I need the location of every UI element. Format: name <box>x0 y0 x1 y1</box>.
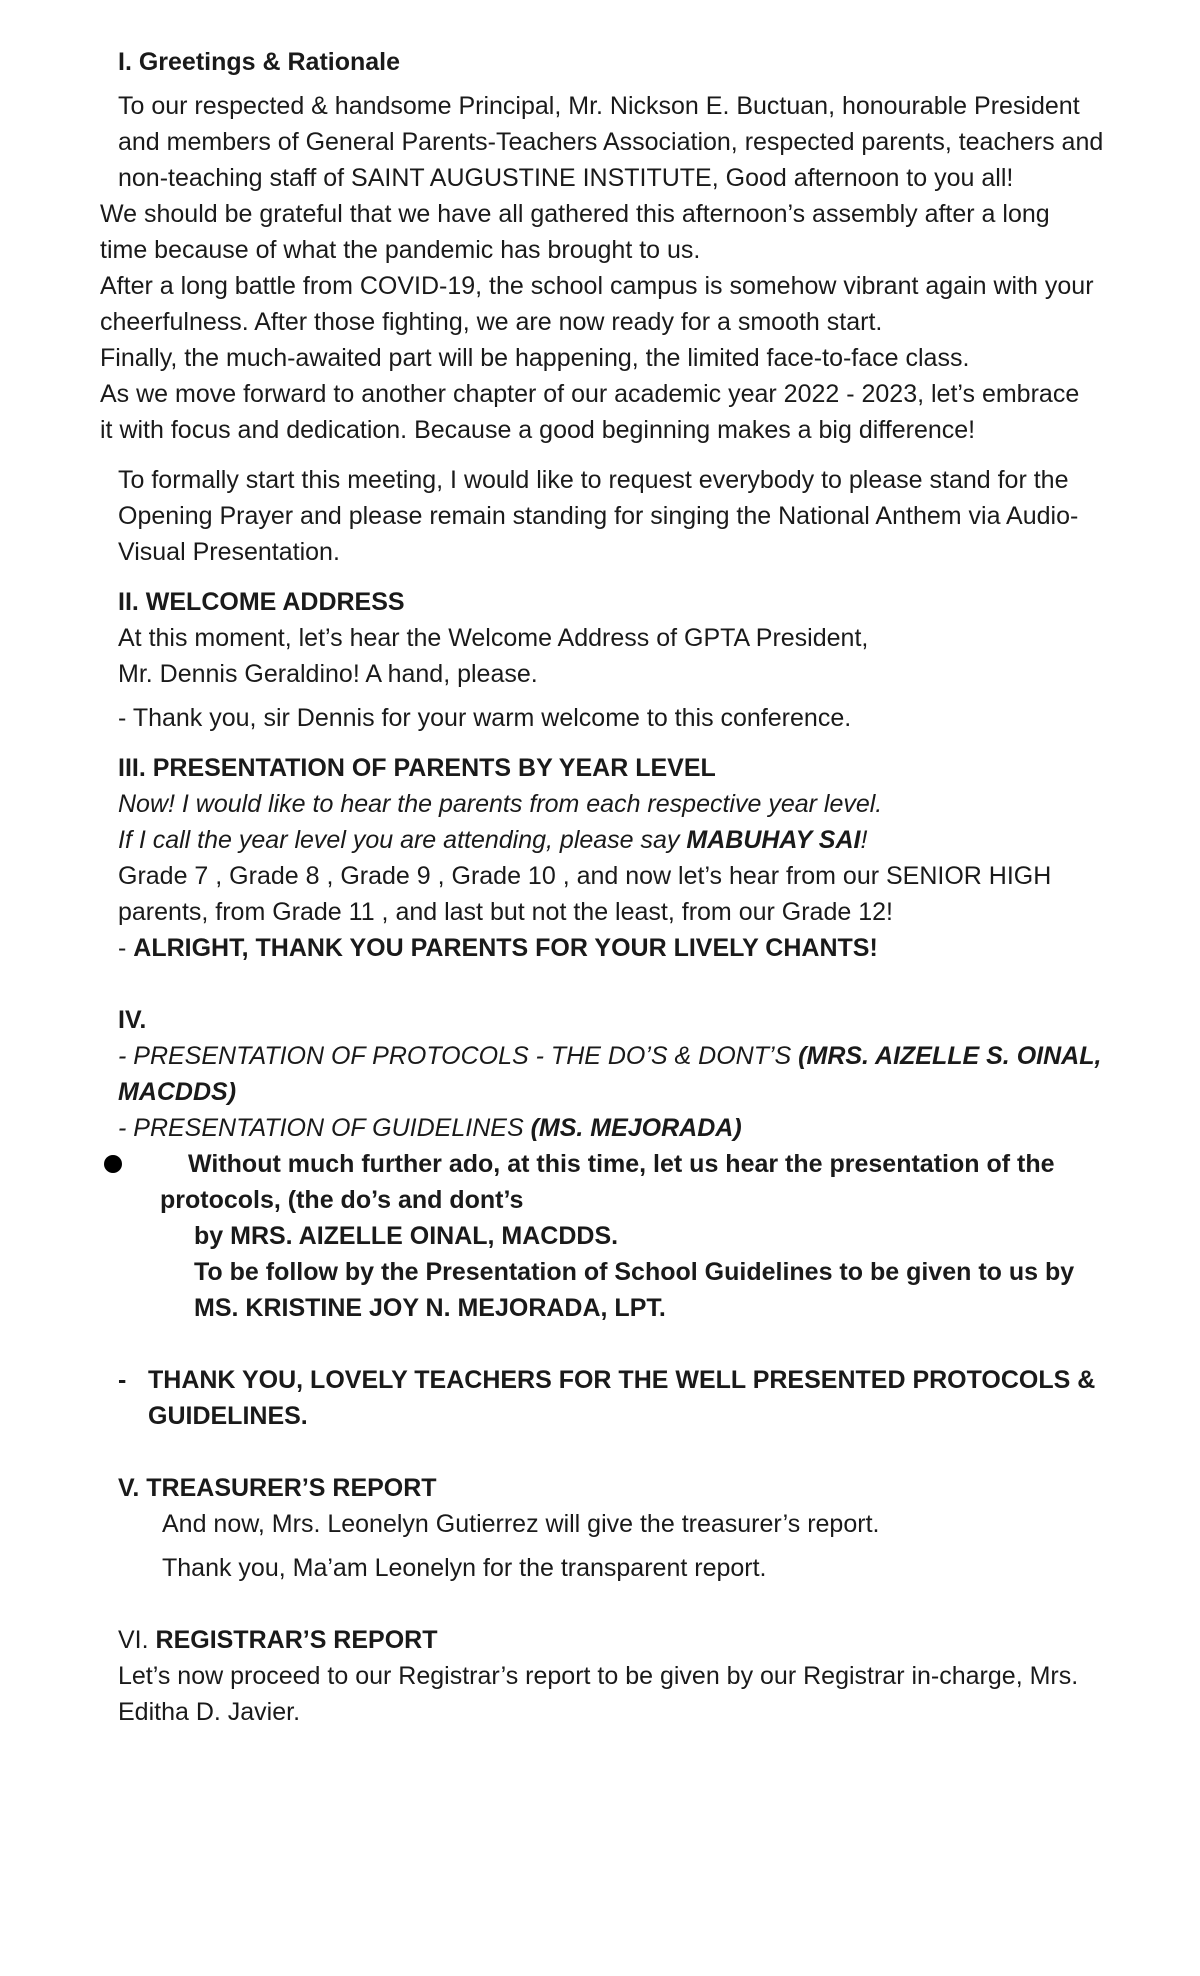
greeting-line: and members of General Parents-Teachers Association, respected parents, teachers and <box>118 128 1104 156</box>
protocols-presenter: (MRS. AIZELLE S. OINAL, <box>798 1042 1102 1070</box>
section-heading-parents: III. PRESENTATION OF PARENTS BY YEAR LEVEL <box>118 754 716 782</box>
welcome-thanks: - Thank you, sir Dennis for your warm welcome to this conference. <box>118 704 852 732</box>
guidelines-title: - PRESENTATION OF GUIDELINES <box>118 1114 531 1142</box>
section-heading-welcome: II. WELCOME ADDRESS <box>118 588 405 616</box>
protocols-presenter-cont: MACDDS) <box>118 1078 237 1106</box>
rationale-line: We should be grateful that we have all gathered this afternoon’s assembly after a long <box>100 200 1050 228</box>
bullet-line: Without much further ado, at this time, let us hear the presentation of the <box>188 1150 1055 1178</box>
bullet-line: To be follow by the Presentation of School Guidelines to be given to us by <box>194 1258 1075 1286</box>
rationale-line: time because of what the pandemic has brought to us. <box>100 236 701 264</box>
registrar-line: Let’s now proceed to our Registrar’s report to be given by our Registrar in-charge, Mrs. <box>118 1662 1079 1690</box>
rationale-line: cheerfulness. After those fighting, we are now ready for a smooth start. <box>100 308 883 336</box>
greeting-line: non-teaching staff of SAINT AUGUSTINE INSTITUTE, Good afternoon to you all! <box>118 164 1014 192</box>
bullet-item <box>100 1146 1176 1326</box>
protocols-title: - PRESENTATION OF PROTOCOLS - THE DO’S & DONT’S <box>118 1042 799 1070</box>
section-greetings <box>0 44 1200 570</box>
treasurer-line: And now, Mrs. Leonelyn Gutierrez will give the treasurer’s report. <box>162 1510 880 1538</box>
section-treasurers-report <box>0 1470 1200 1586</box>
parents-call-line <box>118 822 1176 858</box>
bullet-line: MS. KRISTINE JOY N. MEJORADA, LPT. <box>194 1294 666 1322</box>
rationale-line: After a long battle from COVID-19, the school campus is somehow vibrant again with your <box>100 272 1094 300</box>
opening-line: Opening Prayer and please remain standing for singing the National Anthem via Audio- <box>118 502 1079 530</box>
bullet-icon <box>104 1155 122 1173</box>
section-welcome-address <box>0 584 1200 736</box>
protocols-line <box>118 1038 1176 1074</box>
section-presentation-of-parents <box>0 750 1200 966</box>
registrar-heading-prefix: VI. <box>118 1626 156 1654</box>
parents-thanks-line <box>118 930 1176 966</box>
guidelines-presenter: (MS. MEJORADA) <box>530 1114 742 1142</box>
treasurer-thanks: Thank you, Ma’am Leonelyn for the transparent report. <box>162 1554 767 1582</box>
section-protocols-guidelines <box>0 1002 1200 1434</box>
welcome-line: Mr. Dennis Geraldino! A hand, please. <box>118 660 538 688</box>
section-heading-registrar <box>118 1622 1176 1658</box>
parents-thanks-text: ALRIGHT, THANK YOU PARENTS FOR YOUR LIVELY CHANTS! <box>133 934 878 962</box>
section-registrars-report <box>0 1622 1200 1730</box>
section-heading-treasurer: V. TREASURER’S REPORT <box>118 1474 437 1502</box>
section-heading-iv: IV. <box>118 1006 147 1034</box>
call-prefix: If I call the year level you are attending, please say <box>118 826 687 854</box>
bullet-line: protocols, (the do’s and dont’s <box>160 1186 524 1214</box>
guidelines-line <box>118 1110 1176 1146</box>
parents-intro-line: Now! I would like to hear the parents from each respective year level. <box>118 790 883 818</box>
rationale-line: Finally, the much-awaited part will be happening, the limited face-to-face class. <box>100 344 970 372</box>
registrar-heading-title: REGISTRAR’S REPORT <box>155 1626 438 1654</box>
grade-line: Grade 7 , Grade 8 , Grade 9 , Grade 10 , and now let’s hear from our SENIOR HIGH <box>118 862 1052 890</box>
rationale-line: it with focus and dedication. Because a good beginning makes a big difference! <box>100 416 976 444</box>
opening-line: Visual Presentation. <box>118 538 340 566</box>
call-chant: MABUHAY SAI <box>686 826 861 854</box>
registrar-line: Editha D. Javier. <box>118 1698 301 1726</box>
rationale-line: As we move forward to another chapter of our academic year 2022 - 2023, let’s embrace <box>100 380 1080 408</box>
teachers-thanks-line: GUIDELINES. <box>148 1402 308 1430</box>
greeting-line: To our respected & handsome Principal, Mr. Nickson E. Buctuan, honourable President <box>118 92 1080 120</box>
teachers-thanks <box>118 1362 1176 1434</box>
teachers-thanks-line: THANK YOU, LOVELY TEACHERS FOR THE WELL PRESENTED PROTOCOLS & <box>148 1366 1096 1394</box>
opening-line: To formally start this meeting, I would like to request everybody to please stand for the <box>118 466 1069 494</box>
welcome-line: At this moment, let’s hear the Welcome Address of GPTA President, <box>118 624 869 652</box>
call-suffix: ! <box>860 826 868 854</box>
section-heading-greetings: I. Greetings & Rationale <box>118 48 401 76</box>
parents-thanks-dash: - <box>118 934 134 962</box>
grade-line: parents, from Grade 11 , and last but not the least, from our Grade 12! <box>118 898 893 926</box>
dash-marker: - <box>118 1366 127 1394</box>
bullet-line: by MRS. AIZELLE OINAL, MACDDS. <box>194 1222 619 1250</box>
